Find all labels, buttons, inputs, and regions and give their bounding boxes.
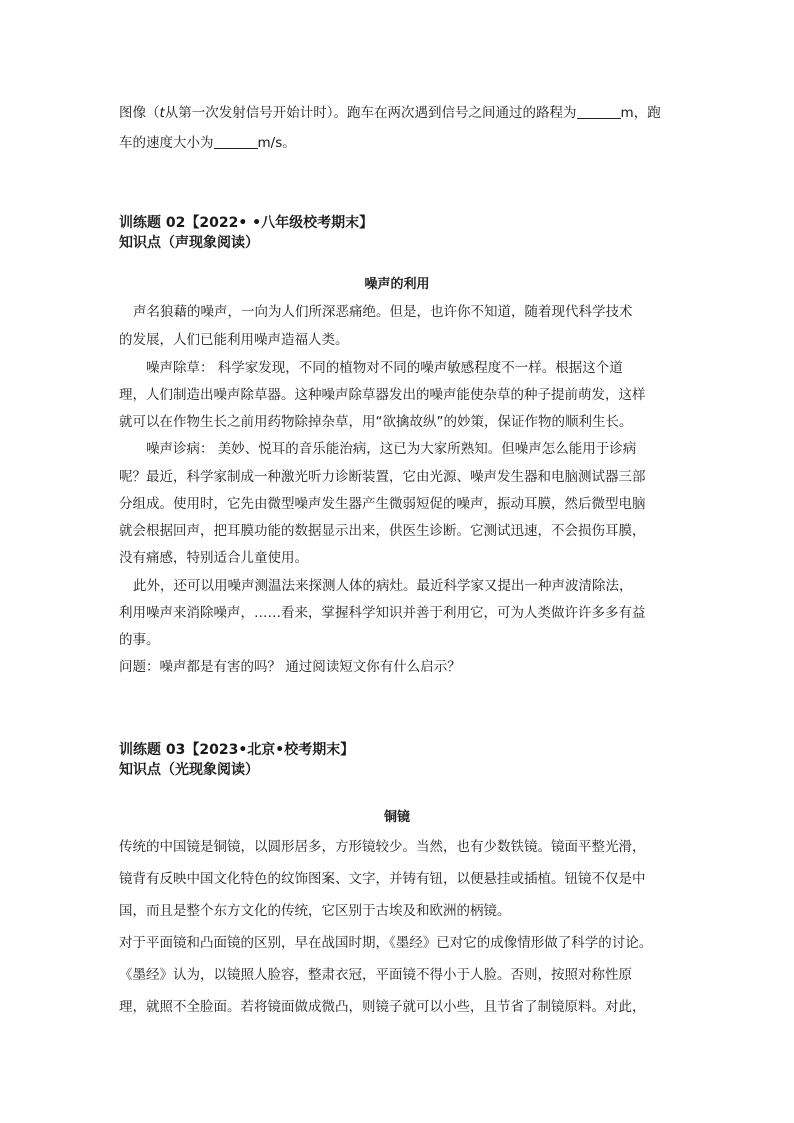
paragraph-line: 噪声诊病： 美妙、悦耳的音乐能治病，这已为大家所熟知。但噪声怎么能用于诊病: [146, 441, 637, 457]
paragraph-line: 就可以在作物生长之前用药物除掉杂草，用“欲擒故纵”的妙策，保证作物的顺利生长。: [119, 414, 633, 430]
q02-question: 问题：噪声都是有害的吗？ 通过阅读短文你有什么启示？: [119, 659, 461, 675]
paragraph-line: 《墨经》认为，以镜照人脸容，整肃衣冠，平面镜不得小于人脸。否则，按照对称性原: [119, 967, 632, 983]
q01-unit: m/s。: [257, 135, 296, 151]
q02-article-title: 噪声的利用: [364, 277, 430, 292]
paragraph-line: 没有痛感，特别适合儿童使用。: [119, 550, 308, 566]
paragraph-line: 利用噪声来消除噪声，……看来，掌握科学知识并善于利用它，可为人类做许许多多有益: [119, 605, 646, 621]
q01-line-2: [119, 134, 296, 152]
q01-variable-t: t: [159, 105, 165, 121]
q03-knowledge-point: 知识点（光现象阅读）: [119, 762, 259, 778]
q03-article-title: 铜镜: [383, 810, 410, 825]
answer-blank-speed[interactable]: [214, 136, 258, 149]
q02-title: 训练题 02【2022• •八年级校考期末】: [119, 215, 374, 231]
q02-knowledge-point: 知识点（声现象阅读）: [119, 235, 259, 251]
paragraph-line: 噪声除草： 科学家发现，不同的植物对不同的噪声敏感程度不一样。根据这个道: [146, 360, 623, 376]
paragraph-line: 的发展，人们已能利用噪声造福人类。: [119, 332, 349, 348]
paragraph-line: 传统的中国镜是铜镜，以圆形居多，方形镜较少。当然，也有少数铁镜。镜面平整光滑，: [119, 839, 646, 855]
paragraph-line: 理，就照不全脸面。若将镜面做成微凸，则镜子就可以小些，且节省了制镜原料。对此，: [119, 999, 646, 1015]
q03-title: 训练题 03【2023•北京•校考期末】: [119, 742, 355, 758]
answer-blank-distance[interactable]: [577, 106, 621, 119]
paragraph-line: 对于平面镜和凸面镜的区别，早在战国时期，《墨经》已对它的成像情形做了科学的讨论。: [119, 935, 653, 951]
paragraph-line: 声名狼藉的噪声，一向为人们所深恶痛绝。但是，也许你不知道，随着现代科学技术: [133, 304, 633, 320]
q01-line-1: [119, 104, 661, 122]
paragraph-line: 镜背有反映中国文化特色的纹饰图案、文字，并铸有钮，以便悬挂或插植。钮镜不仅是中: [119, 871, 646, 887]
q01-text: 车的速度大小为: [119, 135, 214, 151]
paragraph-line: 就会根据回声，把耳膜功能的数据显示出来，供医生诊断。它测试迅速，不会损伤耳膜，: [119, 523, 646, 539]
paragraph-line: 国，而且是整个东方文化的传统，它区别于古埃及和欧洲的柄镜。: [119, 903, 511, 919]
paragraph-line: 的事。: [119, 632, 160, 648]
paragraph-line: 理，人们制造出噪声除草器。这种噪声除草器发出的噪声能使杂草的种子提前萌发，这样: [119, 387, 646, 403]
q01-text: 从第一次发射信号开始计时）。跑车在两次遇到信号之间通过的路程为: [164, 105, 577, 121]
q01-text: 图像（: [119, 105, 160, 121]
paragraph-line: 分组成。使用时，它先由微型噪声发生器产生微弱短促的噪声，振动耳膜，然后微型电脑: [119, 496, 646, 512]
paragraph-line: 此外，还可以用噪声测温法来探测人体的病灶。最近科学家又提出一种声波清除法，: [133, 578, 633, 594]
q01-unit: m，跑: [620, 105, 661, 121]
paragraph-line: 呢？最近，科学家制成一种激光听力诊断装置，它由光源、噪声发生器和电脑测试器三部: [119, 469, 646, 485]
